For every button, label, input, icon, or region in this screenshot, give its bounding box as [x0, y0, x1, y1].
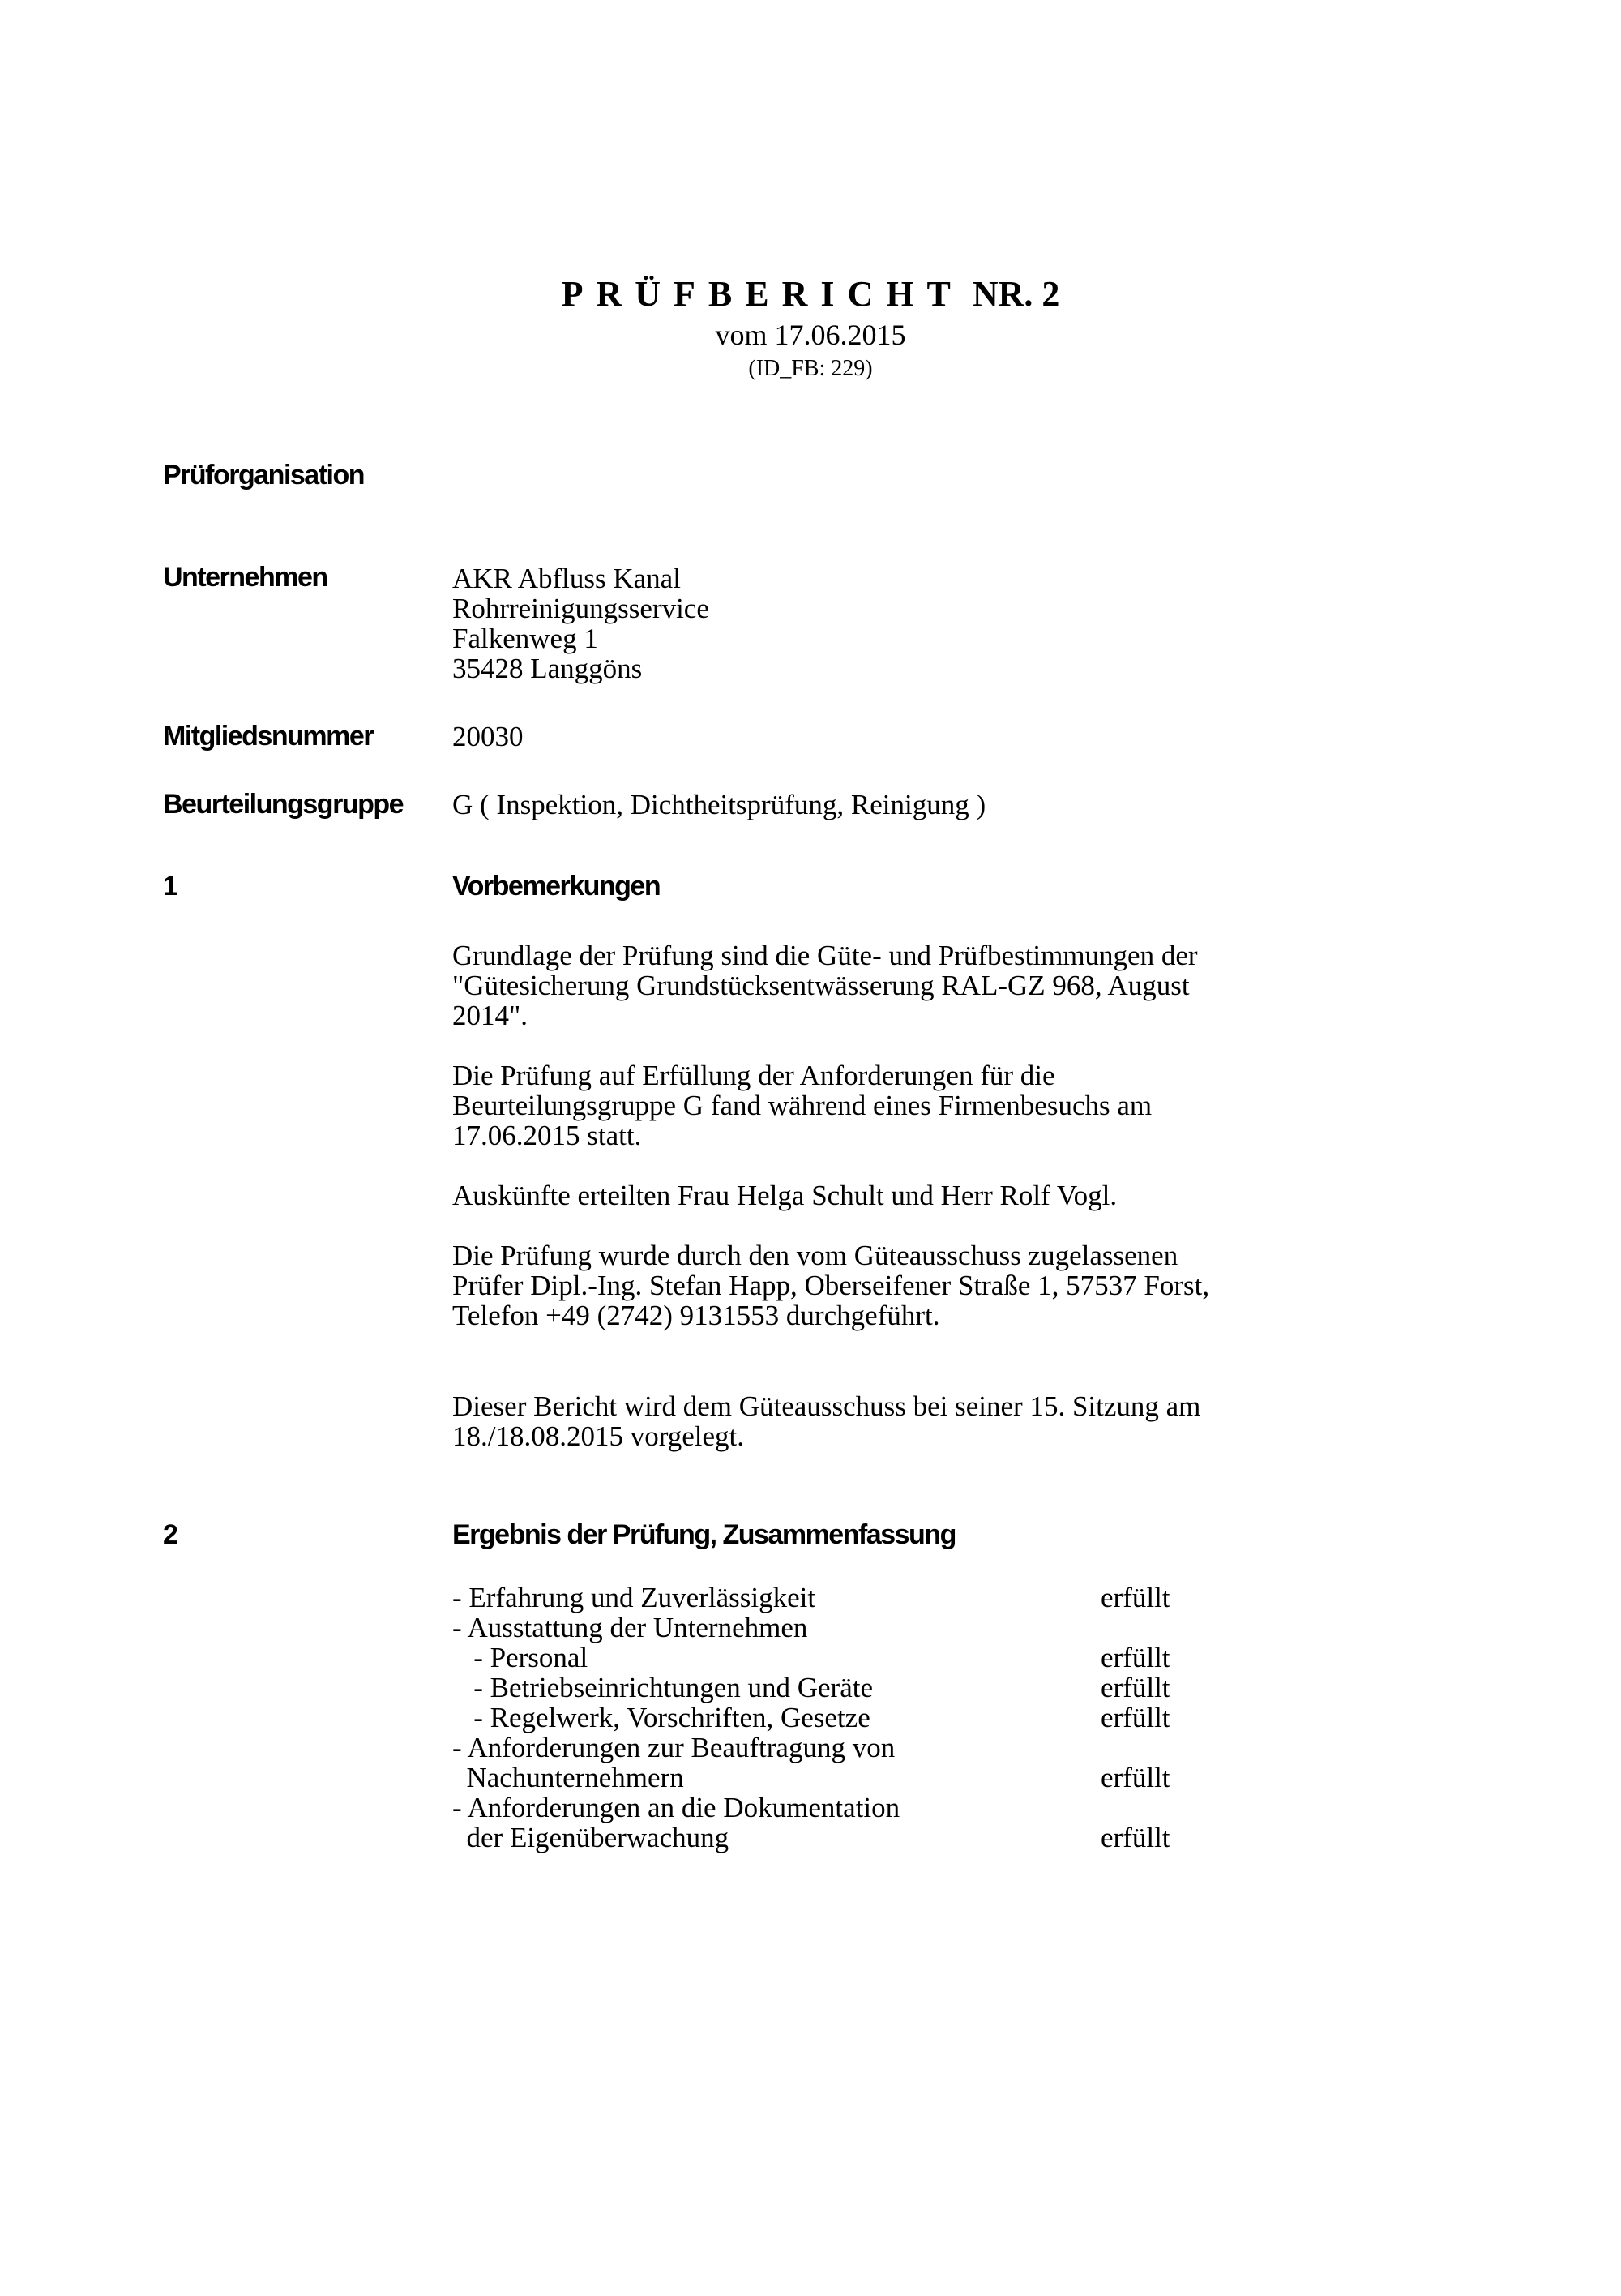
result-criterion: der Eigenüberwachung [452, 1822, 729, 1853]
beurteilungsgruppe-label: Beurteilungsgruppe [163, 789, 404, 820]
result-criterion: - Personal [452, 1642, 588, 1673]
result-criterion: - Regelwerk, Vorschriften, Gesetze [452, 1702, 870, 1733]
report-id: (ID_FB: 229) [748, 356, 873, 381]
vorbemerkungen-paragraph [452, 940, 1311, 1030]
result-criterion: - Anforderungen zur Beauftragung von [452, 1732, 896, 1763]
results-list [452, 1583, 1263, 1853]
unternehmen-line: Rohrreinigungsservice [452, 593, 709, 624]
result-status: erfüllt [1101, 1642, 1170, 1673]
result-status: erfüllt [1101, 1822, 1170, 1853]
result-row [452, 1613, 1263, 1643]
result-status: erfüllt [1101, 1672, 1170, 1703]
paragraph-line: Die Prüfung wurde durch den vom Güteausschuss zugelassenen [452, 1240, 1178, 1271]
result-status: erfüllt [1101, 1702, 1170, 1733]
result-row [452, 1673, 1263, 1703]
paragraph-line: "Gütesicherung Grundstücksentwässerung RAL-GZ 968, August [452, 970, 1190, 1001]
result-status: erfüllt [1101, 1582, 1170, 1613]
section-2-heading: Ergebnis der Prüfung, Zusammenfassung [452, 1519, 956, 1550]
unternehmen-line: Falkenweg 1 [452, 623, 598, 654]
paragraph-line: Dieser Bericht wird dem Güteausschuss bei seiner 15. Sitzung am [452, 1390, 1201, 1422]
result-criterion: - Betriebseinrichtungen und Geräte [452, 1672, 873, 1703]
vorbemerkungen-paragraph [452, 1391, 1311, 1451]
result-row [452, 1643, 1263, 1673]
paragraph-line: Telefon +49 (2742) 9131553 durchgeführt. [452, 1300, 940, 1331]
result-row [452, 1733, 1263, 1763]
paragraph-line: Beurteilungsgruppe G fand während eines Firmenbesuchs am [452, 1090, 1153, 1121]
result-row [452, 1793, 1263, 1823]
paragraph-line: 2014". [452, 1000, 528, 1031]
paragraph-line: Grundlage der Prüfung sind die Güte- und Prüfbestimmungen der [452, 940, 1198, 971]
unternehmen-line: AKR Abfluss Kanal [452, 563, 681, 594]
paragraph-line: 17.06.2015 statt. [452, 1120, 642, 1151]
vorbemerkungen-paragraph [452, 1240, 1311, 1330]
unternehmen-label: Unternehmen [163, 562, 327, 593]
mitgliedsnummer-label: Mitgliedsnummer [163, 721, 373, 752]
result-row [452, 1763, 1263, 1793]
result-status: erfüllt [1101, 1762, 1170, 1793]
mitgliedsnummer-value: 20030 [452, 721, 524, 752]
result-row [452, 1703, 1263, 1733]
section-1-heading: Vorbemerkungen [452, 871, 661, 902]
paragraph-line: Auskünfte erteilten Frau Helga Schult und Herr Rolf Vogl. [452, 1180, 1118, 1211]
section-1-number: 1 [163, 871, 178, 902]
paragraph-line: Die Prüfung auf Erfüllung der Anforderungen für die [452, 1060, 1055, 1091]
pruforganisation-label: Prüforganisation [163, 460, 365, 490]
unternehmen-address [452, 563, 709, 683]
paragraph-line: Prüfer Dipl.-Ing. Stefan Happ, Oberseifener Straße 1, 57537 Forst, [452, 1270, 1210, 1301]
result-criterion: - Anforderungen an die Dokumentation [452, 1792, 900, 1823]
report-title-number: NR. 2 [972, 274, 1060, 314]
result-criterion: - Erfahrung und Zuverlässigkeit [452, 1582, 816, 1613]
report-title-main: PRÜFBERICHT [561, 274, 964, 314]
report-header [0, 272, 1621, 385]
vorbemerkungen-paragraph [452, 1180, 1311, 1210]
unternehmen-line: 35428 Langgöns [452, 653, 643, 684]
vorbemerkungen-paragraph [452, 1060, 1311, 1150]
report-title [0, 272, 1621, 317]
beurteilungsgruppe-value: G ( Inspektion, Dichtheitsprüfung, Reinigung ) [452, 789, 986, 820]
result-criterion: Nachunternehmern [452, 1762, 684, 1793]
section-2-number: 2 [163, 1519, 178, 1550]
paragraph-line: 18./18.08.2015 vorgelegt. [452, 1420, 745, 1452]
result-criterion: - Ausstattung der Unternehmen [452, 1612, 808, 1643]
report-date: vom 17.06.2015 [715, 319, 906, 351]
result-row [452, 1823, 1263, 1853]
result-row [452, 1583, 1263, 1613]
